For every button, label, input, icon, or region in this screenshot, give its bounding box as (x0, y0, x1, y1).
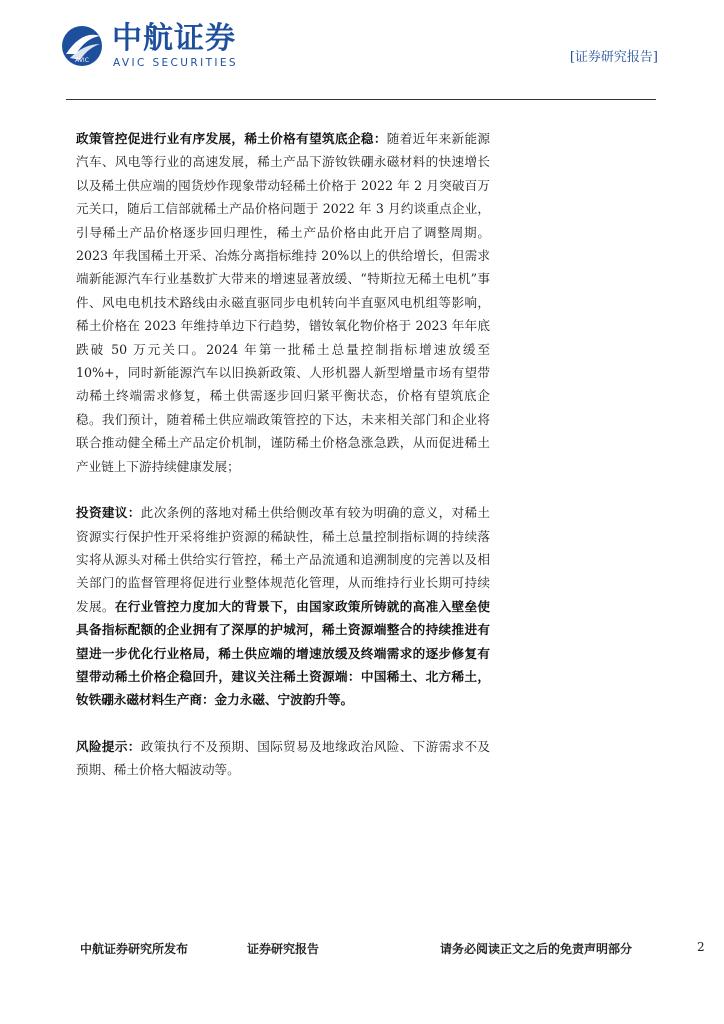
policy-lead: 政策管控促进行业有序发展，稀土价格有望筑底企稳： (76, 131, 387, 146)
avic-logo-icon (60, 24, 104, 68)
risk-text: 政策执行不及预期、国际贸易及地缘政治风险、下游需求不及预期、稀土价格大幅波动等。 (76, 738, 491, 778)
page-header (0, 0, 724, 100)
policy-paragraph (76, 127, 490, 478)
investment-lead: 投资建议： (76, 505, 141, 521)
risk-lead: 风险提示： (76, 738, 141, 754)
logo-english-name: AVIC SECURITIES (113, 57, 238, 69)
investment-text: 此次条例的落地对稀土供给侧改革有较为明确的意义，对稀土资源实行保护性开采将维护资源的稀缺性，稀土总量控制指标调的持续落实将从源头对稀土供给实行管控，稀土产品流通和追溯制度的完善以及相关部门的监督管理将促进行业整体规范化管理，从而维持行业长期可持续发展。 (76, 505, 491, 614)
page-number: 2 (697, 940, 705, 954)
risk-paragraph (76, 735, 490, 782)
investment-paragraph (76, 501, 490, 712)
footer-report-type: 证券研究报告 (247, 942, 320, 956)
header-divider (66, 99, 656, 100)
page-footer (0, 936, 724, 960)
footer-disclaimer: 请务必阅读正文之后的免责声明部分 (440, 942, 633, 956)
report-body (76, 127, 490, 782)
report-type-tag: [证券研究报告] (569, 50, 658, 65)
logo-mark-text: AVIC (75, 57, 89, 64)
footer-publisher: 中航证券研究所发布 (80, 942, 189, 956)
logo-chinese-name: 中航证券 (112, 21, 236, 56)
investment-bold-text: 在行业管控力度加大的背景下，由国家政策所铸就的高准入壁垒使具备指标配额的企业拥有了深厚的护城河，稀土资源端整合的持续推进有望进一步优化行业格局，稀土供应端的增速放缓及终端需求的逐步修复有望带动稀土价格企稳回升，建议关注稀土资源端：中国稀土、北方稀土，钕铁硼永磁材料生产商：金力永磁、宁波韵升等。 (76, 598, 491, 708)
policy-text: 随着近年来新能源汽车、风电等行业的高速发展，稀土产品下游钕铁硼永磁材料的快速增长以及稀土供应端的囤货炒作现象带动轻稀土价格于 2022 年 2 月突破百万元关口，随后工信部就稀土产品价格问题于 2022 年 3 月约谈重点企业，引导稀土产品价格逐步回归理性，稀土产品价格由此开启了调整周期。2023 年我国稀土开采、冶炼分离指标维持 20%以上的供给增长，但需求端新能源汽车行业基数扩大带来的增速显著放缓、“特斯拉无稀土电机”事件、风电电机技术路线由永磁直驱同步电机转向半直驱风电机组等影响，稀土价格在 2023 年维持单边下行趋势，镨钕氧化物价格于 2023 年年底跌破 50 万元关口。2024 年第一批稀土总量控制指标增速放缓至 10%+，同时新能源汽车以旧换新政策、人形机器人新型增量市场有望带动稀土终端需求修复，稀土供需逐步回归紧平衡状态，价格有望筑底企稳。我们预计，随着稀土供应端政策管控的下达，未来相关部门和企业将联合推动健全稀土产品定价机制，谨防稀土价格急涨急跌，从而促进稀土产业链上下游持续健康发展； (76, 131, 491, 474)
